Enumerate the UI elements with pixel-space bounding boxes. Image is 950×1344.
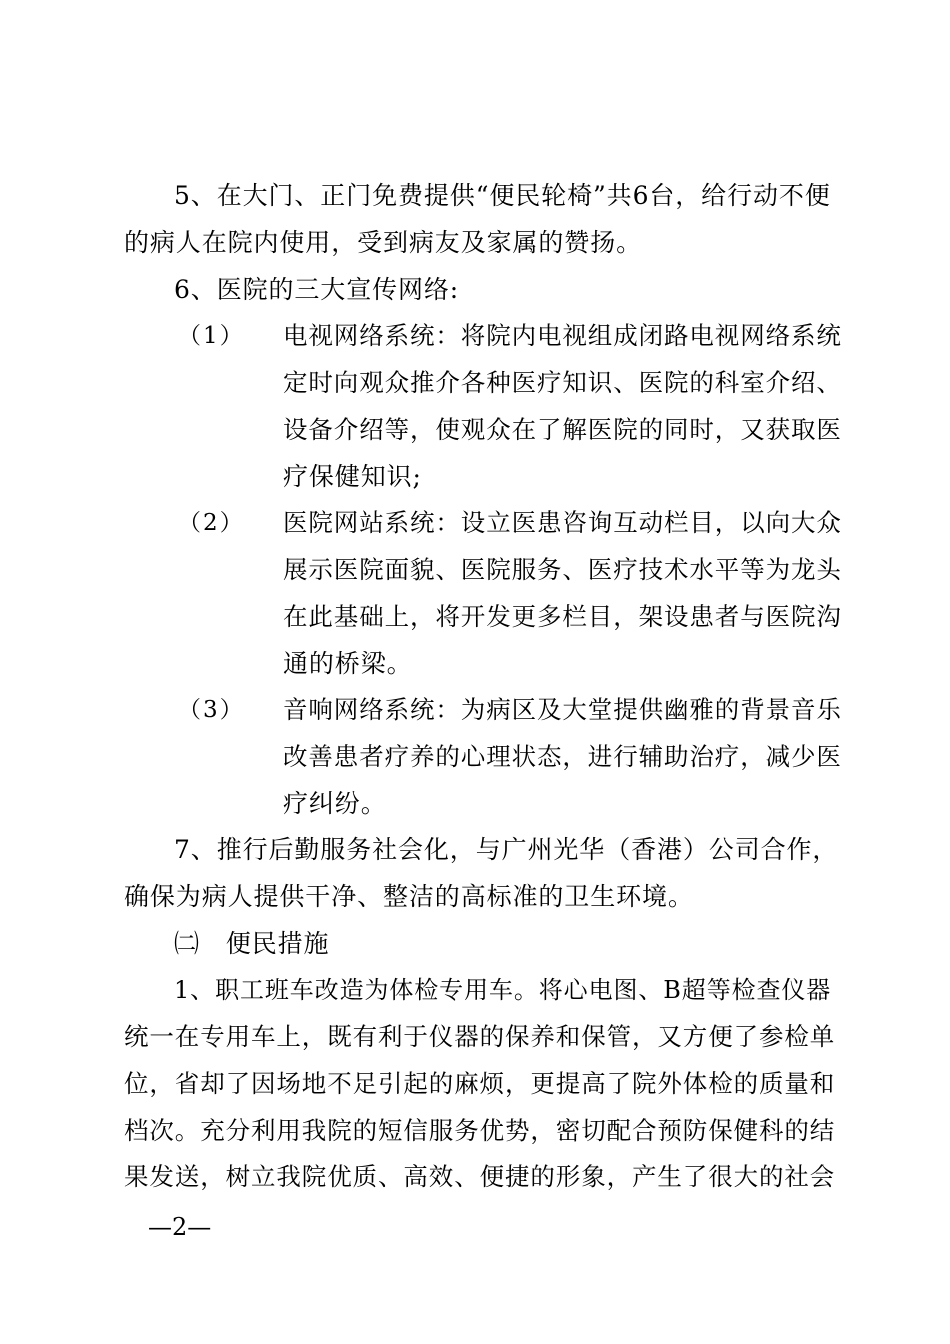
sub-item-3-line-1: 音响网络系统：为病区及大堂提供幽雅的背景音乐 — [283, 695, 842, 724]
paragraph-item-1-line-1: 1、职工班车改造为体检专用车。将心电图、B超等检查仪器 — [174, 976, 832, 1004]
paragraph-item-5-line-2: 的病人在院内使用，受到病友及家属的赞扬。 — [124, 228, 643, 257]
sub-item-1-line-1: 电视网络系统：将院内电视组成闭路电视网络系统 — [283, 321, 842, 350]
sub-item-2-line-2: 展示医院面貌、医院服务、医疗技术水平等为龙头 — [283, 555, 842, 584]
sub-item-number-3: （3） — [178, 697, 245, 723]
sub-item-number-2: （2） — [178, 510, 245, 536]
section-heading-convenience-measures: ㈡ 便民措施 — [174, 929, 330, 958]
page-number: —2— — [148, 1213, 212, 1241]
sub-item-2-line-1: 医院网站系统：设立医患咨询互动栏目，以向大众 — [283, 508, 842, 537]
sub-item-3-line-2: 改善患者疗养的心理状态，进行辅助治疗，减少医 — [283, 742, 842, 771]
sub-item-2-line-4: 通的桥梁。 — [283, 649, 413, 678]
paragraph-item-1-line-3: 位，省却了因场地不足引起的麻烦，更提高了院外体检的质量和 — [124, 1069, 836, 1098]
paragraph-item-1-line-4: 档次。充分利用我院的短信服务优势，密切配合预防保健科的结 — [124, 1116, 836, 1145]
sub-item-number-1: （1） — [178, 323, 245, 349]
sub-item-2-line-3: 在此基础上，将开发更多栏目，架设患者与医院沟 — [283, 602, 842, 631]
paragraph-item-6-heading: 6、医院的三大宣传网络: — [174, 275, 460, 304]
sub-item-1-line-2: 定时向观众推介各种医疗知识、医院的科室介绍、 — [283, 368, 842, 397]
sub-item-1-line-3: 设备介绍等，使观众在了解医院的同时，又获取医 — [283, 415, 842, 444]
paragraph-item-7-line-2: 确保为病人提供干净、整洁的高标准的卫生环境。 — [124, 882, 694, 911]
paragraph-item-1-line-5: 果发送，树立我院优质、高效、便捷的形象，产生了很大的社会 — [124, 1162, 836, 1191]
paragraph-item-7-line-1: 7、推行后勤服务社会化，与广州光华（香港）公司合作， — [174, 835, 839, 864]
paragraph-item-5-line-1: 5、在大门、正门免费提供“便民轮椅”共6台，给行动不便 — [174, 181, 831, 210]
sub-item-1-line-4: 疗保健知识; — [283, 462, 422, 491]
sub-item-3-line-3: 疗纠纷。 — [283, 789, 387, 818]
paragraph-item-1-line-2: 统一在专用车上，既有利于仪器的保养和保管，又方便了参检单 — [124, 1022, 836, 1051]
